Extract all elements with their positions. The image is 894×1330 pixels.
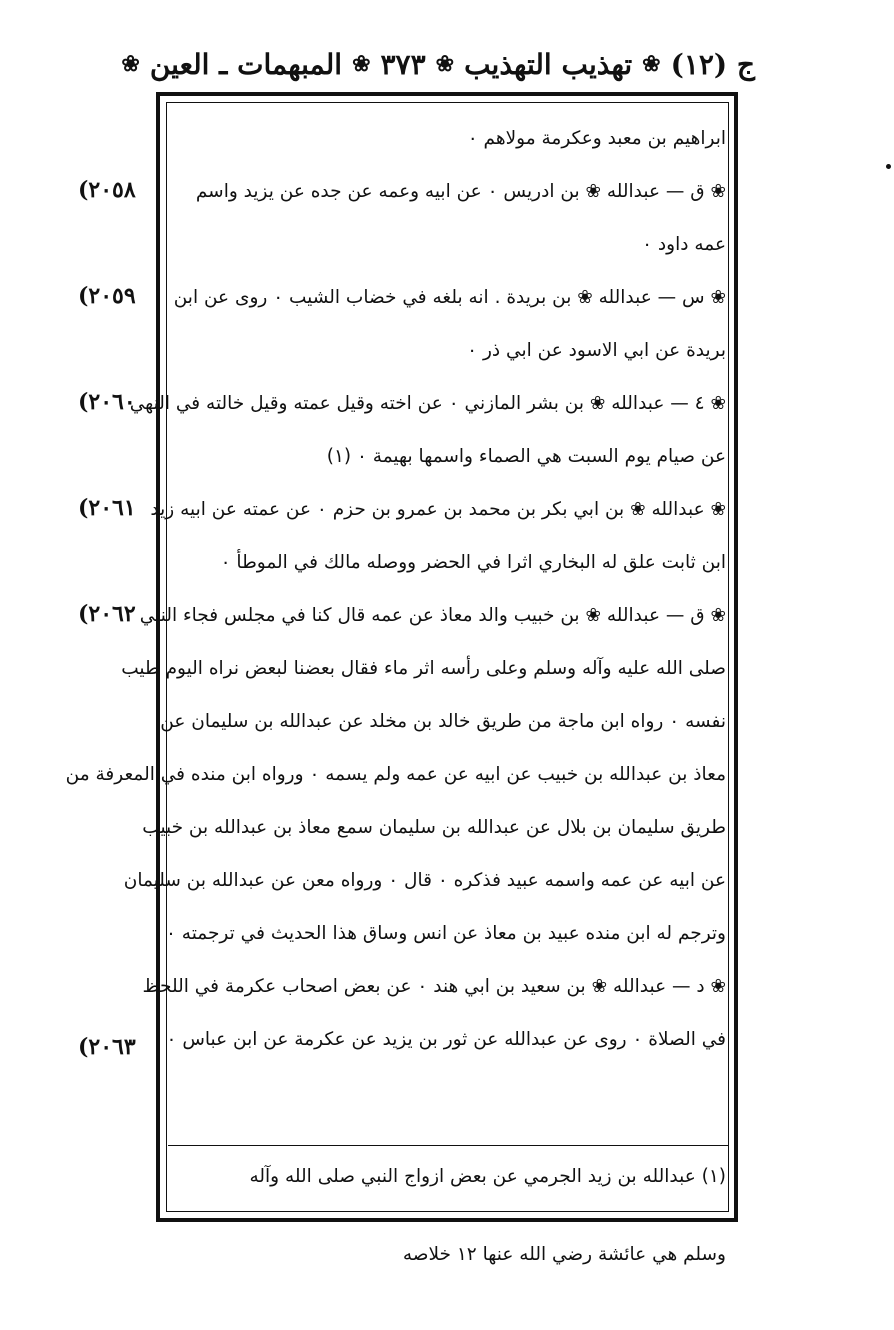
text-line: نفسه ٠ رواه ابن ماجة من طريق خالد بن مخلد عن عبدالله بن سليمان عن — [160, 711, 726, 732]
text-line: عمه داود ٠ — [642, 234, 726, 255]
ornament-icon: ❀ — [435, 51, 455, 77]
footnote-continuation: وسلم هي عائشة رضي الله عنها ١٢ خلاصه — [402, 1244, 726, 1265]
text-line: ابراهيم بن معبد وعكرمة مولاهم ٠ — [467, 128, 726, 149]
footnote-divider — [168, 1145, 728, 1146]
entry-number: (٢٠٥٨ — [78, 177, 136, 203]
entry-number: (٢٠٦١ — [78, 495, 136, 521]
text-line: ❀ عبدالله ❀ بن ابي بكر بن محمد بن عمرو بن حزم ٠ عن عمته عن ابيه زيد — [150, 499, 726, 520]
ornament-icon: ❀ — [352, 51, 371, 77]
entry-number: (٢٠٦٢ — [78, 601, 136, 627]
book-title: تهذيب التهذيب — [464, 47, 633, 81]
section-title: المبهمات ـ العين — [149, 47, 343, 81]
page-header — [121, 44, 755, 84]
text-line: ❀ د — عبدالله ❀ بن سعيد بن ابي هند ٠ عن بعض اصحاب عكرمة في اللحظ — [142, 976, 726, 997]
footnote: (١) عبدالله بن زيد الجرمي عن بعض ازواج النبي صلى الله وآله — [249, 1166, 726, 1187]
ornament-icon: ❀ — [121, 51, 140, 77]
entry-number: (٢٠٦٠ — [78, 389, 136, 415]
text-line: عن صيام يوم السبت هي الصماء واسمها بهيمة ٠ (١) — [326, 446, 726, 467]
text-line: وترجم له ابن منده عبيد بن معاذ عن انس وساق هذا الحديث في ترجمته ٠ — [165, 923, 726, 944]
text-line: طريق سليمان بن بلال عن عبدالله بن سليمان سمع معاذ بن عبدالله بن خبيب — [142, 817, 726, 838]
text-line: بريدة عن ابي الاسود عن ابي ذر ٠ — [467, 340, 726, 361]
volume-label: ج (١٢) — [670, 47, 755, 81]
text-line: عن ابيه عن عمه واسمه عبيد فذكره ٠ قال ٠ ورواه معن عن عبدالله بن سليمان — [123, 870, 726, 891]
text-line: ❀ ق — عبدالله ❀ بن خبيب والد معاذ عن عمه قال كنا في مجلس فجاء النبي — [139, 605, 726, 626]
ink-speck — [886, 164, 891, 169]
page-number: ٣٧٣ — [380, 47, 426, 81]
entry-number: (٢٠٦٣ — [78, 1034, 136, 1060]
text-line: ابن ثابت علق له البخاري اثرا في الحضر ووصله مالك في الموطأ ٠ — [220, 552, 726, 573]
text-line: معاذ بن عبدالله بن خبيب عن ابيه عن عمه ولم يسمه ٠ ورواه ابن منده في المعرفة من — [65, 764, 726, 785]
text-line: ❀ ق — عبدالله ❀ بن ادريس ٠ عن ابيه وعمه عن جده عن يزيد واسم — [195, 181, 726, 202]
text-line: ❀ س — عبدالله ❀ بن بريدة . انه بلغه في خضاب الشيب ٠ روى عن ابن — [173, 287, 726, 308]
text-line: في الصلاة ٠ روى عن عبدالله عن ثور بن يزيد عن عكرمة عن ابن عباس ٠ — [166, 1029, 726, 1050]
ornament-icon: ❀ — [642, 51, 661, 77]
text-line: صلى الله عليه وآله وسلم وعلى رأسه اثر ماء فقال بعضنا لبعض نراه اليوم طيب — [121, 658, 726, 679]
entry-number: (٢٠٥٩ — [78, 283, 136, 309]
text-line: ❀ ٤ — عبدالله ❀ بن بشر المازني ٠ عن اخته وقيل عمته وقيل خالته في النهي — [129, 393, 726, 414]
